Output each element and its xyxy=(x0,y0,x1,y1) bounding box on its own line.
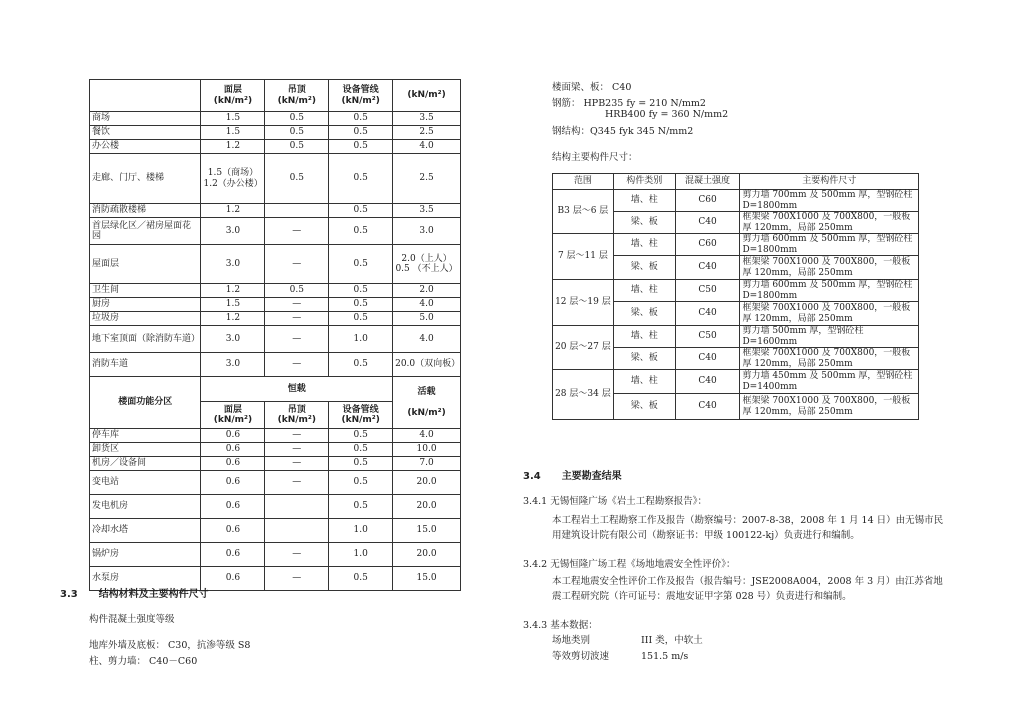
cell-value xyxy=(265,204,329,218)
col-unit: (kN/m²) xyxy=(277,95,316,106)
cell-value: 20.0 xyxy=(393,495,461,519)
cell-value: 1.0 xyxy=(329,543,393,567)
rebar-line-2: HRB400 fy = 360 N/mm2 xyxy=(605,109,729,120)
rebar-line: 钢筋： HPB235 fy = 210 N/mm2 xyxy=(552,98,706,109)
cell-value: 0.5 xyxy=(329,140,393,154)
section-3-3-heading xyxy=(60,585,209,600)
cell-value: — xyxy=(265,245,329,284)
cell-value xyxy=(265,495,329,519)
cell-value: 0.5 xyxy=(329,457,393,471)
range-cell: 7 层～11 层 xyxy=(553,234,614,280)
cell-value: 0.6 xyxy=(201,543,265,567)
cell-value: 4.0 xyxy=(393,326,461,353)
cell-value: 1.2 xyxy=(201,312,265,326)
type-cell: 墙、柱 xyxy=(613,190,675,212)
column-wall-line: 柱、剪力墙： C40－C60 xyxy=(89,656,198,667)
member-size-caption: 结构主要构件尺寸： xyxy=(552,152,638,163)
cell-value: 1.2 xyxy=(201,204,265,218)
header-size: 主要构件尺寸 xyxy=(740,174,919,190)
table-row xyxy=(90,204,461,218)
row-label: 地下室顶面（除消防车道） xyxy=(90,326,201,353)
cell-value: 4.0 xyxy=(393,429,461,443)
basement-wall-line: 地库外墙及底板： C30，抗渗等级 S8 xyxy=(89,640,251,651)
subsection-3-4-1: 3.4.1 无锡恒隆广场《岩土工程勘察报告》： xyxy=(523,496,707,507)
row-label: 消防车道 xyxy=(90,353,201,377)
cell-value: — xyxy=(265,457,329,471)
cell-value: 1.0 xyxy=(329,519,393,543)
col-unit: (kN/m²) xyxy=(277,415,316,425)
shear-wave-label: 等效剪切波速 xyxy=(552,651,610,662)
cell-value: 4.0 xyxy=(393,140,461,154)
row-label: 变电站 xyxy=(90,471,201,495)
col-surface: 面层 xyxy=(223,404,242,415)
grade-cell: C40 xyxy=(675,370,740,394)
grade-cell: C40 xyxy=(675,348,740,370)
table-row xyxy=(90,312,461,326)
table-row xyxy=(90,429,461,443)
cell-value: 20.0（双向板） xyxy=(393,353,461,377)
load-table xyxy=(89,79,461,591)
size-cell: 框架梁 700X1000 及 700X800，一般板厚 120mm，局部 250mm xyxy=(740,302,919,326)
section-number: 3.4 xyxy=(523,471,541,482)
col-pipes: 设备管线 xyxy=(342,404,379,415)
range-cell: B3 层～6 层 xyxy=(553,190,614,234)
cell-value: 2.5 xyxy=(393,126,461,140)
col-pipes: 设备管线 xyxy=(342,85,379,95)
range-cell: 20 层～27 层 xyxy=(553,326,614,370)
cell-value: 0.5 xyxy=(329,154,393,204)
row-label: 冷却水塔 xyxy=(90,519,201,543)
table-row xyxy=(553,326,919,348)
col-unit: (kN/m²) xyxy=(213,95,253,106)
cell-value: 0.5 xyxy=(329,471,393,495)
shear-wave-value: 151.5 m/s xyxy=(641,651,689,662)
row-label: 卫生间 xyxy=(90,284,201,298)
cell-value: 20.0 xyxy=(393,543,461,567)
cell-value: 0.5 xyxy=(265,154,329,204)
row-label: 锅炉房 xyxy=(90,543,201,567)
grade-cell: C50 xyxy=(675,326,740,348)
size-cell: 剪力墙 450mm 及 500mm 厚，型钢砼柱 D=1400mm xyxy=(740,370,919,394)
cell-value: 0.5 xyxy=(329,112,393,126)
row-label: 垃圾房 xyxy=(90,312,201,326)
grade-cell: C40 xyxy=(675,256,740,280)
row-label: 餐饮 xyxy=(90,126,201,140)
table-row xyxy=(90,140,461,154)
concrete-grade-subtitle: 构件混凝土强度等级 xyxy=(89,614,175,625)
cell-value: 1.5 xyxy=(201,298,265,312)
cell-value: — xyxy=(265,353,329,377)
table-row xyxy=(90,495,461,519)
table-row xyxy=(90,154,461,204)
member-table-header xyxy=(553,174,919,190)
table-row xyxy=(90,112,461,126)
cell-value: 3.0 xyxy=(201,218,265,245)
size-cell: 剪力墙 600mm 及 500mm 厚，型钢砼柱 D=1800mm xyxy=(740,280,919,302)
cell-value: 3.0 xyxy=(201,326,265,353)
row-label: 屋面层 xyxy=(90,245,201,284)
cell-value: — xyxy=(265,471,329,495)
load-table-header xyxy=(90,80,461,112)
cell-value: 1.2 xyxy=(201,284,265,298)
subsection-3-4-3: 3.4.3 基本数据： xyxy=(523,620,598,631)
table-row xyxy=(553,234,919,256)
floor-beam-line: 楼面梁、板： C40 xyxy=(552,82,632,93)
col-unit: (kN/m²) xyxy=(407,407,446,418)
cell-value: 0.6 xyxy=(201,567,265,591)
cell-value: 0.5 xyxy=(329,298,393,312)
row-label: 首层绿化区／裙房屋面花园 xyxy=(90,218,201,245)
member-table xyxy=(552,173,919,420)
cell-value: 15.0 xyxy=(393,567,461,591)
header-range: 范围 xyxy=(553,174,614,190)
site-class-value: III 类，中软土 xyxy=(641,635,703,646)
cell-value: 0.5 xyxy=(329,218,393,245)
type-cell: 梁、板 xyxy=(613,256,675,280)
size-cell: 框架梁 700X1000 及 700X800，一般板厚 120mm，局部 250mm xyxy=(740,256,919,280)
cell-value: 0.5 xyxy=(265,140,329,154)
row-label: 厨房 xyxy=(90,298,201,312)
cell-value: 0.5 xyxy=(329,429,393,443)
table-row xyxy=(90,353,461,377)
range-cell: 28 层～34 层 xyxy=(553,370,614,420)
cell-value: — xyxy=(265,312,329,326)
row-label: 卸货区 xyxy=(90,443,201,457)
cell-value: 0.6 xyxy=(201,519,265,543)
range-cell: 12 层～19 层 xyxy=(553,280,614,326)
row-label: 消防疏散楼梯 xyxy=(90,204,201,218)
row-label: 发电机房 xyxy=(90,495,201,519)
dead-load-header: 恒载 xyxy=(201,377,393,402)
cell-value: 15.0 xyxy=(393,519,461,543)
size-cell: 框架梁 700X1000 及 700X800，一般板厚 120mm，局部 250mm xyxy=(740,394,919,420)
cell-value: 0.5 xyxy=(329,284,393,298)
table-row xyxy=(90,245,461,284)
col-unit: (kN/m²) xyxy=(341,415,380,425)
cell-value: 3.5 xyxy=(393,204,461,218)
cell-value: 0.5 xyxy=(265,126,329,140)
size-cell: 剪力墙 600mm 及 500mm 厚，型钢砼柱 D=1800mm xyxy=(740,234,919,256)
table-row xyxy=(90,543,461,567)
grade-cell: C40 xyxy=(675,302,740,326)
cell-value: 1.5（商场）1.2（办公楼） xyxy=(201,154,265,204)
cell-value: 1.5 xyxy=(201,112,265,126)
cell-value: 7.0 xyxy=(393,457,461,471)
subsection-3-4-2: 3.4.2 无锡恒隆广场工程《场地地震安全性评价》： xyxy=(523,559,736,570)
col-unit: (kN/m²) xyxy=(213,415,253,425)
cell-value: 3.5 xyxy=(393,112,461,126)
cell-value: 0.5 xyxy=(265,284,329,298)
row-label: 机房／设备间 xyxy=(90,457,201,471)
table-row xyxy=(90,284,461,298)
table-row xyxy=(90,471,461,495)
zone-header: 楼面功能分区 xyxy=(90,377,201,429)
section-title: 主要勘查结果 xyxy=(561,471,622,482)
cell-value: 0.5 xyxy=(329,204,393,218)
header-grade: 混凝土强度 xyxy=(675,174,740,190)
cell-value: 0.5 xyxy=(329,126,393,140)
grade-cell: C40 xyxy=(675,394,740,420)
size-cell: 框架梁 700X1000 及 700X800，一般板厚 120mm，局部 250mm xyxy=(740,212,919,234)
col-ceiling: 吊顶 xyxy=(287,404,306,415)
type-cell: 墙、柱 xyxy=(613,234,675,256)
cell-value: — xyxy=(265,543,329,567)
section-title: 结构材料及主要构件尺寸 xyxy=(98,589,209,600)
table-row xyxy=(90,218,461,245)
cell-value: 0.6 xyxy=(201,495,265,519)
cell-value: 3.0 xyxy=(201,245,265,284)
cell-value: — xyxy=(265,443,329,457)
steel-line: 钢结构：Q345 fyk 345 N/mm2 xyxy=(552,126,694,137)
grade-cell: C60 xyxy=(675,190,740,212)
cell-value: 0.5 xyxy=(329,353,393,377)
type-cell: 梁、板 xyxy=(613,302,675,326)
subsection-3-4-1-body: 本工程岩土工程勘察工作及报告（勘察编号：2007-8-38，2008 年 1 月 14 日）由无锡市民用建筑设计院有限公司（勘察证书：甲级 100122-kj）负责进行和编制。 xyxy=(552,515,944,541)
grade-cell: C60 xyxy=(675,234,740,256)
row-label: 办公楼 xyxy=(90,140,201,154)
type-cell: 梁、板 xyxy=(613,394,675,420)
type-cell: 墙、柱 xyxy=(613,370,675,394)
type-cell: 梁、板 xyxy=(613,212,675,234)
table-row xyxy=(90,519,461,543)
load-table-header2 xyxy=(90,377,461,402)
row-label: 走廊、门厅、楼梯 xyxy=(90,154,201,204)
cell-value: — xyxy=(265,218,329,245)
col-ceiling: 吊顶 xyxy=(287,85,306,95)
cell-value: 0.6 xyxy=(201,443,265,457)
row-label: 停车库 xyxy=(90,429,201,443)
table-row xyxy=(553,190,919,212)
row-label: 水泵房 xyxy=(90,567,201,591)
section-3-4-heading xyxy=(523,467,622,482)
cell-value: 2.0 xyxy=(393,284,461,298)
grade-cell: C40 xyxy=(675,212,740,234)
subsection-3-4-2-body: 本工程地震安全性评价工作及报告（报告编号：JSE2008A004，2008 年 3 月）由江苏省地震工程研究院（许可证号：震地安证甲字第 028 号）负责进行和编制。 xyxy=(552,576,943,602)
cell-value: 0.5 xyxy=(265,112,329,126)
cell-value: 1.5 xyxy=(201,126,265,140)
cell-value: 10.0 xyxy=(393,443,461,457)
cell-value: — xyxy=(265,298,329,312)
cell-value: 3.0 xyxy=(201,353,265,377)
table-row xyxy=(90,298,461,312)
cell-value: 0.5 xyxy=(329,567,393,591)
cell-value: 3.0 xyxy=(393,218,461,245)
type-cell: 墙、柱 xyxy=(613,280,675,302)
table-row xyxy=(553,370,919,394)
cell-value: 5.0 xyxy=(393,312,461,326)
table-row xyxy=(90,443,461,457)
cell-value: 0.6 xyxy=(201,471,265,495)
col-unit: (kN/m²) xyxy=(407,90,446,101)
cell-value: 0.6 xyxy=(201,457,265,471)
col-unit: (kN/m²) xyxy=(341,95,380,106)
cell-value: 1.0 xyxy=(329,326,393,353)
size-cell: 剪力墙 700mm 及 500mm 厚，型钢砼柱 D=1800mm xyxy=(740,190,919,212)
type-cell: 墙、柱 xyxy=(613,326,675,348)
cell-value: 0.5 xyxy=(329,443,393,457)
table-row xyxy=(553,280,919,302)
table-row xyxy=(90,126,461,140)
basic-data xyxy=(552,633,703,665)
grade-cell: C50 xyxy=(675,280,740,302)
cell-value: 2.5 xyxy=(393,154,461,204)
col-surface: 面层 xyxy=(223,85,242,95)
cell-value: — xyxy=(265,567,329,591)
row-label: 商场 xyxy=(90,112,201,126)
cell-value: 0.5 xyxy=(329,245,393,284)
cell-value: 1.2 xyxy=(201,140,265,154)
cell-value: 0.6 xyxy=(201,429,265,443)
table-row xyxy=(90,457,461,471)
table-row xyxy=(90,326,461,353)
cell-value: — xyxy=(265,429,329,443)
section-number: 3.3 xyxy=(60,589,78,600)
cell-value: — xyxy=(265,326,329,353)
cell-value: 0.5 xyxy=(329,312,393,326)
header-type: 构件类别 xyxy=(613,174,675,190)
cell-value xyxy=(265,519,329,543)
cell-value: 2.0（上人）0.5 （不上人） xyxy=(393,245,461,284)
live-load-header: 活载 xyxy=(417,386,436,397)
site-class-label: 场地类别 xyxy=(552,635,591,646)
size-cell: 剪力墙 500mm 厚，型钢砼柱 D=1600mm xyxy=(740,326,919,348)
size-cell: 框架梁 700X1000 及 700X800，一般板厚 120mm，局部 250mm xyxy=(740,348,919,370)
cell-value: 20.0 xyxy=(393,471,461,495)
type-cell: 梁、板 xyxy=(613,348,675,370)
cell-value: 4.0 xyxy=(393,298,461,312)
cell-value: 0.5 xyxy=(329,495,393,519)
